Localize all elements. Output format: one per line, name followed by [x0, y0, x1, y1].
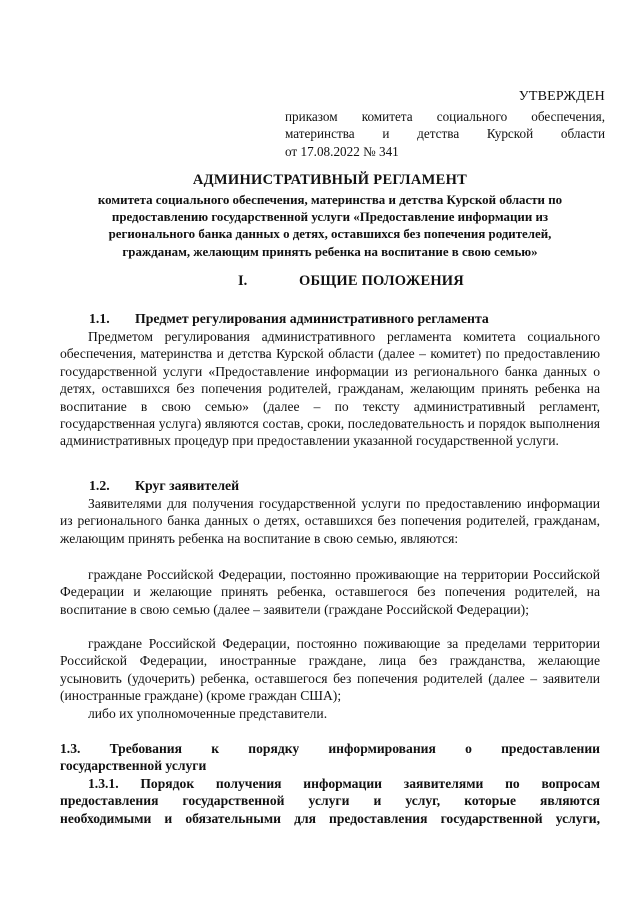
paragraph-applicants-item: граждане Российской Федерации, постоянно проживающие на территории Российской Федерации и желающие принять ребенка, оставшегося без попечения родителей, на воспитание в свою семью (далее – заявители (граждане Российской Федерации); — [60, 567, 600, 617]
paragraph-applicants-intro: Заявителями для получения государственной услуги по предоставлению информации из регионального банка данных о детях, оставшихся без попечения родителей, гражданам, желающим принять ребенка на воспитание в свою семью, являются: — [60, 496, 600, 546]
paragraph-applicants-item: граждане Российской Федерации, постоянно поживающие за пределами территории Российской Федерации, иностранные граждане, лица без гражданства, желающие усыновить (удочерить) ребенка, оставшегося без попечения родителей (далее – заявители (иностранные граждане) (кроме граждан США); — [60, 636, 600, 704]
section-number: I. — [238, 273, 248, 289]
subtitle-line: регионального банка данных о детях, оставшихся без попечения родителей, — [108, 227, 552, 242]
subsection-number: 1.1. — [89, 311, 110, 326]
paragraph-applicants-item: либо их уполномоченные представители. — [88, 706, 328, 721]
subsection-number: 1.2. — [89, 478, 110, 493]
subtitle-line: гражданам, желающим принять ребенка на воспитание в свою семью» — [122, 244, 538, 259]
paragraph-line: необходимыми и обязательными для предоставления государственной услуги, — [60, 810, 600, 826]
subsection-title: Круг заявителей — [135, 478, 240, 493]
subsection-heading-1-2 — [89, 478, 239, 494]
heading-line: государственной услуги — [60, 758, 207, 774]
approval-line: приказом комитета социального обеспечения, — [285, 109, 605, 125]
paragraph-1-3-1 — [60, 775, 600, 827]
section-title: ОБЩИЕ ПОЛОЖЕНИЯ — [299, 273, 464, 289]
paragraph-subject: Предметом регулирования административного регламента комитета социального обеспечения, материнства и детства Курской области (далее – комитет) по предоставлению государственной услуги «Предоставление информации из регионального банка данных о детях, оставшихся без попечения родителей, гражданам, желающим принять ребенка на воспитание в свою семью» (далее – по тексту административный регламент, государственная услуга) являются состав, сроки, последовательность и порядок выполнения административных процедур при предоставлении указанной государственной услуги. — [60, 329, 600, 449]
subtitle-line: предоставлению государственной услуги «Предоставление информации из — [111, 210, 549, 225]
approval-line: от 17.08.2022 № 341 — [285, 143, 399, 159]
approval-stamp — [285, 88, 605, 160]
document-subtitle — [58, 192, 602, 261]
subsection-heading-1-3 — [60, 740, 600, 775]
paragraph-line: предоставления государственной услуги и услуг, которые являются — [60, 793, 600, 809]
subtitle-line: комитета социального обеспечения, материнства и детства Курской области по — [97, 193, 563, 207]
approval-line: материнства и детства Курской области — [285, 126, 605, 142]
paragraph-line: 1.3.1. Порядок получения информации заявителями по вопросам — [88, 776, 600, 791]
approval-heading: УТВЕРЖДЕН — [518, 89, 605, 104]
heading-line: 1.3. Требования к порядку информирования о предоставлении — [60, 741, 600, 756]
document-title: АДМИНИСТРАТИВНЫЙ РЕГЛАМЕНТ — [192, 172, 468, 188]
subsection-heading-1-1 — [89, 311, 489, 327]
subsection-title: Предмет регулирования административного регламента — [135, 311, 489, 326]
